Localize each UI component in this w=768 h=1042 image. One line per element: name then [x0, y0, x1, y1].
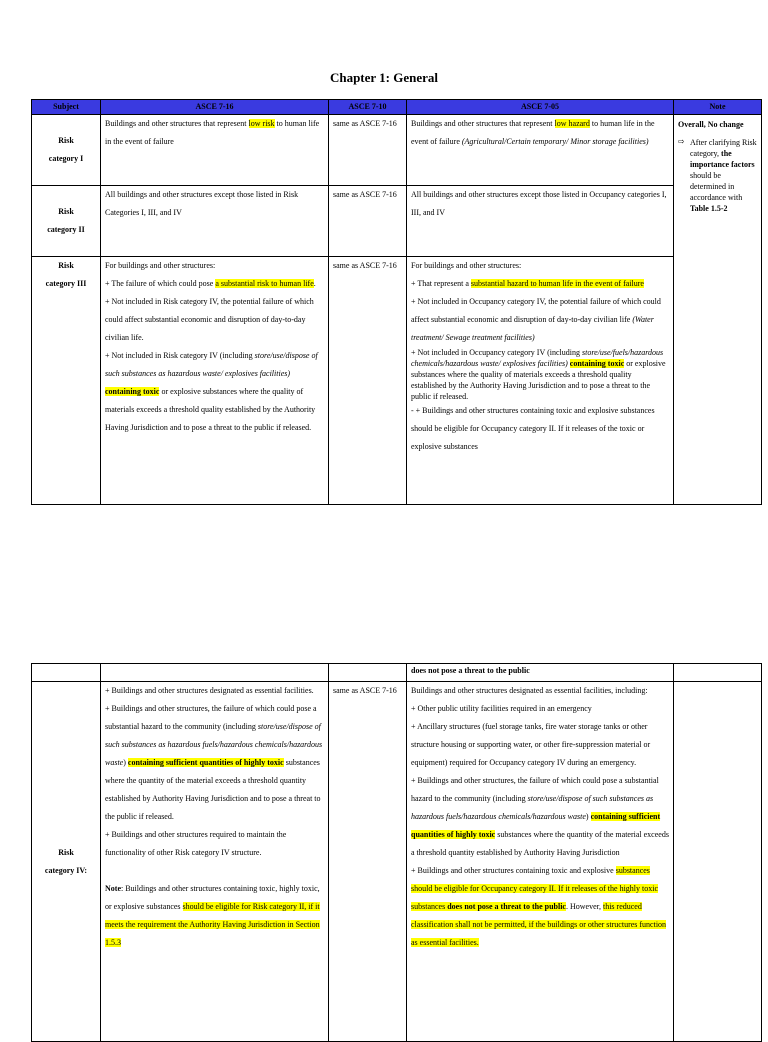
subject-cell: [32, 664, 101, 682]
asce710-cell: same as ASCE 7-16: [329, 257, 407, 505]
asce716-cell: All buildings and other structures except those listed in Risk Categories I, III, and IV: [101, 186, 329, 257]
asce716-cell: For buildings and other structures: + The failure of which could pose a substantial risk to human life. + Not included in Risk category IV, the potential failure of which could affect substantial economic and disruption of day-to-day civilian life. + Not included in Risk category IV (including store/use/dispose of such substances as hazardous waste/ explosives facilities) containing toxic or explosive substances where the quality of materials exceeds a threshold quality established by the Authority Having Jurisdiction and to pose a threat to the public if released.: [101, 257, 329, 505]
asce705-cell: For buildings and other structures: + That represent a substantial hazard to human life in the event of failure + Not included in Occupancy category IV, the potential failure of which could affect substantial economic and disruption of day-to-day civilian life (Water treatment/ Sewage treatment facilities) + Not included in Occupancy category IV (including store/use/fuels/hazardous chemicals/hazardous waste/ explosives facilities) containing toxic or explosive substances where the quality of materials exceeds a threshold quality established by the Authority Having Jurisdiction and to pose a threat to the public if released. - + Buildings and other structures containing toxic and explosive substances should be eligible for Occupancy category II. If it releases of the toxic or explosive substances: [407, 257, 674, 505]
asce710-cell: same as ASCE 7-16: [329, 682, 407, 1042]
comparison-table: [31, 99, 762, 505]
subject-cell: Risk category II: [32, 186, 101, 257]
subject-cell: Risk category III: [32, 257, 101, 505]
comparison-table-continued: [31, 663, 762, 1042]
asce716-cell: [101, 664, 329, 682]
table-row: [32, 682, 762, 1042]
asce716-cell: + Buildings and other structures designated as essential facilities. + Buildings and other structures, the failure of which could pose a substantial hazard to the community (including store/use/dispose of such substances as hazardous fuels/hazardous chemicals/hazardous waste) containing sufficient quantities of highly toxic substances where the quantity of the material exceeds a threshold quantity established by Authority Having Jurisdiction and to pose a threat to the public if released. + Buildings and other structures required to maintain the functionality of other Risk category IV structure. Note: Buildings and other structures containing toxic, highly toxic, or explosive substances should be eligible for Risk category II, if it meets the requirement the Authority Having Jurisdiction in Section 1.5.3: [101, 682, 329, 1042]
note-cell: Overall, No change ⇨ After clarifying Risk category, the importance factors should be determined in accordance with Table 1.5-2: [674, 115, 762, 505]
asce705-cell: All buildings and other structures except those listed in Occupancy categories I, III, and IV: [407, 186, 674, 257]
table-row: [32, 115, 762, 186]
asce705-cell: Buildings and other structures designated as essential facilities, including: + Other public utility facilities required in an emergency + Ancillary structures (fuel storage tanks, fire water storage tanks or other structure housing or supporting water, or other fire-suppression material or equipment) required for Occupancy category IV during an emergency. + Buildings and other structures, the failure of which could pose a substantial hazard to the community (including store/use/dispose of such substances as hazardous fuels/hazardous chemicals/hazardous waste) containing sufficient quantities of highly toxic substances where the quantity of the material exceeds a threshold quantity established by Authority Having Jurisdiction + Buildings and other structures containing toxic and explosive substances should be eligible for Occupancy category II. If it releases of the highly toxic substances does not pose a threat to the public. However, this reduced classification shall not be permitted, if the buildings or other structures function as essential facilities.: [407, 682, 674, 1042]
subject-cell: Risk category I: [32, 115, 101, 186]
header-subject: Subject: [32, 100, 101, 115]
asce705-cell: does not pose a threat to the public: [407, 664, 674, 682]
table-row: [32, 257, 762, 505]
page-title: Chapter 1: General: [329, 70, 439, 85]
header-row: [32, 100, 762, 115]
asce710-cell: same as ASCE 7-16: [329, 115, 407, 186]
asce710-cell: same as ASCE 7-16: [329, 186, 407, 257]
asce705-cell: Buildings and other structures that represent low hazard to human life in the event of failure (Agricultural/Certain temporary/ Minor storage facilities): [407, 115, 674, 186]
header-asce705: ASCE 7-05: [407, 100, 674, 115]
header-note: Note: [674, 100, 762, 115]
note-cell: [674, 664, 762, 682]
table-row: [32, 186, 762, 257]
subject-cell: Risk category IV:: [32, 682, 101, 1042]
table-row: [32, 664, 762, 682]
header-asce710: ASCE 7-10: [329, 100, 407, 115]
asce710-cell: [329, 664, 407, 682]
note-bullet: ⇨ After clarifying Risk category, the importance factors should be determined in accordance with Table 1.5-2: [678, 137, 757, 214]
asce716-cell: Buildings and other structures that represent low risk to human life in the event of failure: [101, 115, 329, 186]
note-cell: [674, 682, 762, 1042]
header-asce716: ASCE 7-16: [101, 100, 329, 115]
